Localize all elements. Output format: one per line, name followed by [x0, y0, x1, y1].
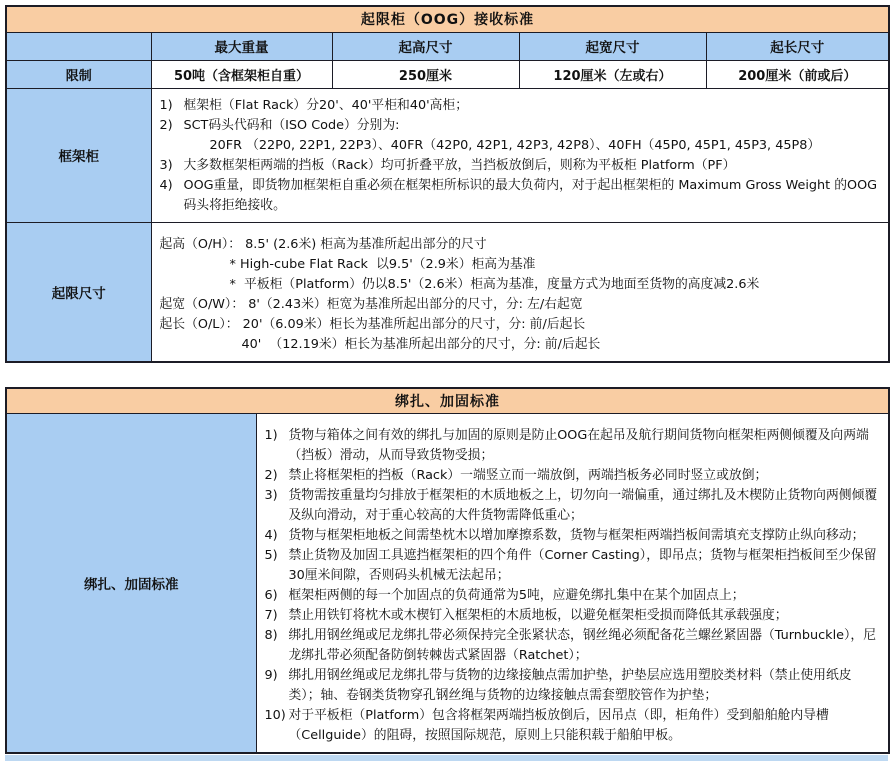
list-item-text: 大多数框架柜两端的挡板（Rack）均可折叠平放，当挡板放倒后，则称为平板柜 Platform（PF）: [183, 157, 736, 173]
list-item: [265, 526, 879, 546]
table1-header-over-width: 起宽尺寸: [519, 32, 706, 60]
list-item-text: 框架柜（Flat Rack）分20'、40'平柜和40'高柜；: [183, 97, 469, 113]
list-item: [160, 156, 879, 176]
table1-header-max-weight: 最大重量: [151, 32, 332, 60]
list-item: [265, 546, 879, 586]
flat-rack-row-label: 框架柜: [6, 88, 151, 222]
list-item-text: * 平板柜（Platform）仍以8.5'（2.6米）柜高为基准，度量方式为地面至货物的高度减2.6米: [229, 276, 760, 292]
list-item-number: 8): [264, 628, 278, 643]
limit-over-height-value: 250厘米: [332, 60, 519, 88]
list-item: [160, 255, 879, 275]
list-item: [160, 295, 879, 315]
list-item-number: 10): [264, 708, 286, 723]
list-item-number: 1): [159, 97, 173, 113]
list-item: [160, 235, 879, 255]
list-item: [265, 706, 879, 746]
bottom-strip: [5, 755, 888, 761]
list-item-text: * High-cube Flat Rack 以9.5'（2.9米）柜高为基准: [229, 256, 536, 272]
list-item: [265, 486, 879, 526]
list-item: [160, 96, 879, 116]
list-item-text: 绑扎用钢丝绳或尼龙绑扎带与货物的边缘接触点需加护垫，护垫层应选用塑胶类材料（禁止使用纸皮类）；轴、卷钢类货物穿孔钢丝绳与货物的边缘接触点需套塑胶管作为护垫；: [288, 668, 852, 703]
list-item-text: 20FR （22P0, 22P1, 22P3）、40FR（42P0, 42P1, 42P3, 42P8）、40FH（45P0, 45P1, 45P3, 45P8）: [209, 137, 821, 153]
list-item-text: 起宽（O/W）： 8'（2.43米）柜宽为基准所起出部分的尺寸，分: 左/右起宽: [159, 296, 583, 312]
limit-over-length-value: 200厘米（前或后）: [706, 60, 889, 88]
lashing-rules-list: [256, 414, 889, 754]
oog-acceptance-table: [5, 5, 890, 363]
table1-header-over-length: 起长尺寸: [706, 32, 889, 60]
list-item: [160, 136, 879, 156]
list-item-number: 1): [264, 428, 278, 443]
list-item: [265, 606, 879, 626]
list-item-text: SCT码头代码和（ISO Code）分别为:: [183, 117, 400, 133]
flat-rack-notes: [151, 88, 889, 222]
table1-header-empty: [6, 32, 151, 60]
list-item-number: 4): [264, 528, 278, 543]
oog-dims-row-label: 起限尺寸: [6, 222, 151, 362]
list-item: [160, 275, 879, 295]
list-item: [160, 176, 879, 216]
list-item: [265, 466, 879, 486]
list-item-number: 5): [264, 548, 278, 563]
table1-title: 起限柜（OOG）接收标准: [6, 6, 889, 32]
list-item-text: 货物需按重量均匀排放于框架柜的木质地板之上，切勿向一端偏重，通过绑扎及木楔防止货物向两侧倾覆及纵向滑动，对于重心较高的大件货物需降低重心；: [288, 488, 878, 523]
list-item-text: OOG重量，即货物加框架柜自重必须在框架柜所标识的最大负荷内，对于起出框架柜的 Maximum Gross Weight 的OOG码头将拒绝接收。: [183, 177, 878, 213]
list-item: [160, 116, 879, 136]
list-item-text: 货物与框架柜地板之间需垫枕木以增加摩擦系数，货物与框架柜两端挡板间需填充支撑防止纵向移动；: [288, 528, 865, 543]
list-item-number: 9): [264, 668, 278, 683]
limit-max-weight-value: 50吨（含框架柜自重）: [151, 60, 332, 88]
list-item: [160, 335, 879, 355]
list-item: [265, 626, 879, 666]
limit-row-label: 限制: [6, 60, 151, 88]
list-item-text: 40' （12.19米）柜长为基准所起出部分的尺寸，分: 前/后起长: [241, 336, 601, 352]
list-item-text: 禁止将框架柜的挡板（Rack）一端竖立而一端放倒，两端挡板务必同时竖立或放倒；: [288, 468, 768, 483]
list-item-text: 对于平板柜（Platform）包含将框架两端挡板放倒后，因吊点（即，柜角件）受到船舶舱内导槽（Cellguide）的阻碍，按照国际规范，原则上只能积载于船舶甲板。: [288, 708, 829, 743]
lashing-securing-table: [5, 387, 890, 755]
list-item-text: 货物与箱体之间有效的绑扎与加固的原则是防止OOG在起吊及航行期间货物向框架柜两侧倾覆及向两端（挡板）滑动，从而导致货物受损；: [288, 428, 869, 463]
list-item-number: 3): [159, 157, 173, 173]
list-item-text: 起长（O/L）： 20'（6.09米）柜长为基准所起出部分的尺寸，分: 前/后起长: [159, 316, 586, 332]
limit-over-width-value: 120厘米（左或右）: [519, 60, 706, 88]
table-gap: [5, 363, 888, 387]
table2-title: 绑扎、加固标准: [6, 388, 889, 414]
list-item-number: 2): [264, 468, 278, 483]
table1-header-over-height: 起高尺寸: [332, 32, 519, 60]
list-item-number: 3): [264, 488, 278, 503]
list-item-number: 4): [159, 177, 173, 193]
list-item-text: 绑扎用钢丝绳或尼龙绑扎带必须保持完全张紧状态，钢丝绳必须配备花兰螺丝紧固器（Turnbuckle），尼龙绑扎带必须配备防倒转棘齿式紧固器（Ratchet）；: [288, 628, 877, 663]
list-item: [265, 586, 879, 606]
list-item-text: 起高（O/H）： 8.5' (2.6米) 柜高为基准所起出部分的尺寸: [159, 236, 487, 252]
list-item-text: 禁止用铁钉将枕木或木楔钉入框架柜的木质地板，以避免框架柜受损而降低其承载强度；: [288, 608, 788, 623]
list-item-text: 框架柜两侧的每一个加固点的负荷通常为5吨，应避免绑扎集中在某个加固点上；: [288, 588, 745, 603]
list-item-number: 7): [264, 608, 278, 623]
list-item: [265, 666, 879, 706]
oog-dims-notes: [151, 222, 889, 362]
lashing-row-label: 绑扎、加固标准: [6, 414, 256, 754]
list-item-number: 2): [159, 117, 173, 133]
list-item-text: 禁止货物及加固工具遮挡框架柜的四个角件（Corner Casting），即吊点；货物与框架柜挡板间至少保留30厘米间隙，否则码头机械无法起吊；: [288, 548, 877, 583]
list-item: [160, 315, 879, 335]
list-item: [265, 426, 879, 466]
list-item-number: 6): [264, 588, 278, 603]
